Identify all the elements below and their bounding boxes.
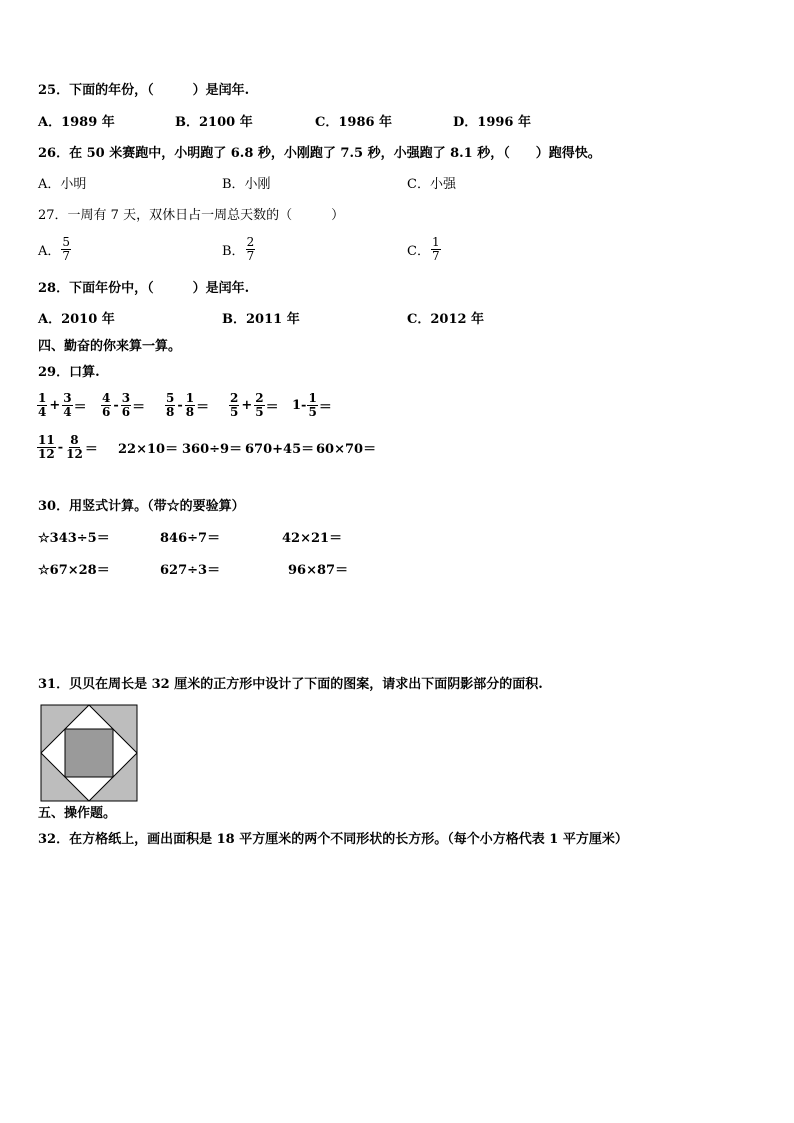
equals-sign: ＝ (318, 400, 332, 415)
q29-expr-1 (36, 392, 87, 419)
denominator: 8 (185, 405, 195, 419)
denominator: 4 (63, 405, 72, 419)
q30-expr-2: 846÷7＝ (160, 531, 221, 546)
q25-option-b: B．2100 年 (175, 115, 253, 130)
q27-option-c (407, 236, 442, 263)
q28-option-b: B．2011 年 (222, 312, 300, 327)
denominator: 5 (255, 405, 264, 419)
numerator: 2 (255, 391, 264, 405)
q26-option-c: C．小强 (407, 177, 456, 192)
operator: + (49, 398, 61, 413)
equals-sign: ＝ (196, 400, 210, 415)
numerator: 3 (121, 391, 131, 405)
numerator: 1 (185, 391, 195, 405)
denominator: 4 (38, 405, 47, 419)
q29-expr-8: 360÷9＝ (182, 442, 243, 457)
numerator: 3 (63, 391, 72, 405)
section-5-heading: 五、操作题。 (38, 806, 117, 821)
q29-stem: 29．口算. (38, 365, 100, 380)
q28-stem: 28．下面年份中，（ ）是闰年. (38, 281, 250, 296)
q25-stem: 25．下面的年份，（ ）是闰年. (38, 83, 250, 98)
q26-stem: 26．在 50 米赛跑中，小明跑了 6.8 秒，小刚跑了 7.5 秒，小强跑了 8.1 秒，（ ）跑得快。 (38, 146, 601, 161)
numerator: 8 (70, 433, 79, 447)
equals-sign: ＝ (84, 442, 98, 457)
q28-option-a: A．2010 年 (38, 312, 115, 327)
q31-square-figure (40, 704, 138, 802)
q29-expr-10: 60×70＝ (316, 442, 377, 457)
q25-option-c: C．1986 年 (315, 115, 393, 130)
operator: - (113, 398, 119, 413)
q25-option-d: D．1996 年 (453, 115, 531, 130)
equals-sign: ＝ (132, 400, 146, 415)
q30-expr-6: 96×87＝ (288, 563, 349, 578)
q29-expr-7: 22×10＝ (118, 442, 179, 457)
operator: - (57, 440, 64, 455)
denominator: 6 (121, 405, 131, 419)
q27-option-b (222, 236, 256, 263)
numerator: 5 (62, 235, 71, 249)
q32-stem: 32．在方格纸上，画出面积是 18 平方厘米的两个不同形状的长方形。（每个小方格代表 1 平方厘米） (38, 832, 628, 847)
operator: + (241, 398, 253, 413)
q29-expr-5 (292, 392, 332, 419)
denominator: 7 (431, 249, 440, 263)
fraction (61, 236, 71, 263)
q26-option-b: B．小刚 (222, 177, 271, 192)
q30-expr-3: 42×21＝ (282, 531, 343, 546)
q29-expr-2 (100, 392, 145, 419)
q29-expr-6 (36, 434, 98, 461)
denominator: 5 (308, 405, 317, 419)
q30-stem: 30．用竖式计算。（带☆的要验算） (38, 499, 245, 514)
q27-stem: 27．一周有 7 天，双休日占一周总天数的（ ） (38, 208, 345, 223)
q29-expr-3 (164, 392, 209, 419)
operator: - (177, 398, 183, 413)
numerator: 5 (166, 391, 175, 405)
option-label: B． (222, 244, 245, 259)
equals-sign: ＝ (73, 400, 87, 415)
q29-expr-4 (228, 392, 279, 419)
expr-prefix: 1- (292, 398, 307, 413)
q30-expr-5: 627÷3＝ (160, 563, 221, 578)
q31-stem: 31．贝贝在周长是 32 厘米的正方形中设计了下面的图案，请求出下面阴影部分的面积. (38, 677, 543, 692)
inner-square (65, 729, 113, 777)
numerator: 1 (38, 391, 47, 405)
equals-sign: ＝ (265, 400, 279, 415)
q27-option-a (38, 236, 72, 263)
q30-expr-1: ☆343÷5＝ (38, 531, 110, 546)
q26-option-a: A．小明 (38, 177, 87, 192)
q25-option-a: A．1989 年 (38, 115, 115, 130)
denominator: 7 (62, 249, 71, 263)
denominator: 6 (102, 405, 111, 419)
denominator: 12 (38, 447, 55, 461)
numerator: 1 (308, 391, 317, 405)
denominator: 8 (166, 405, 175, 419)
fraction (246, 236, 256, 263)
numerator: 11 (38, 433, 55, 447)
fraction (431, 236, 441, 263)
denominator: 12 (66, 447, 83, 461)
numerator: 4 (102, 391, 111, 405)
denominator: 7 (246, 249, 255, 263)
denominator: 5 (230, 405, 239, 419)
numerator: 2 (230, 391, 239, 405)
q29-expr-9: 670+45＝ (245, 442, 315, 457)
section-4-heading: 四、勤奋的你来算一算。 (38, 339, 182, 354)
option-label: A． (38, 244, 61, 259)
numerator: 1 (431, 235, 440, 249)
q30-expr-4: ☆67×28＝ (38, 563, 110, 578)
option-label: C． (407, 244, 430, 259)
numerator: 2 (246, 235, 255, 249)
q28-option-c: C．2012 年 (407, 312, 485, 327)
